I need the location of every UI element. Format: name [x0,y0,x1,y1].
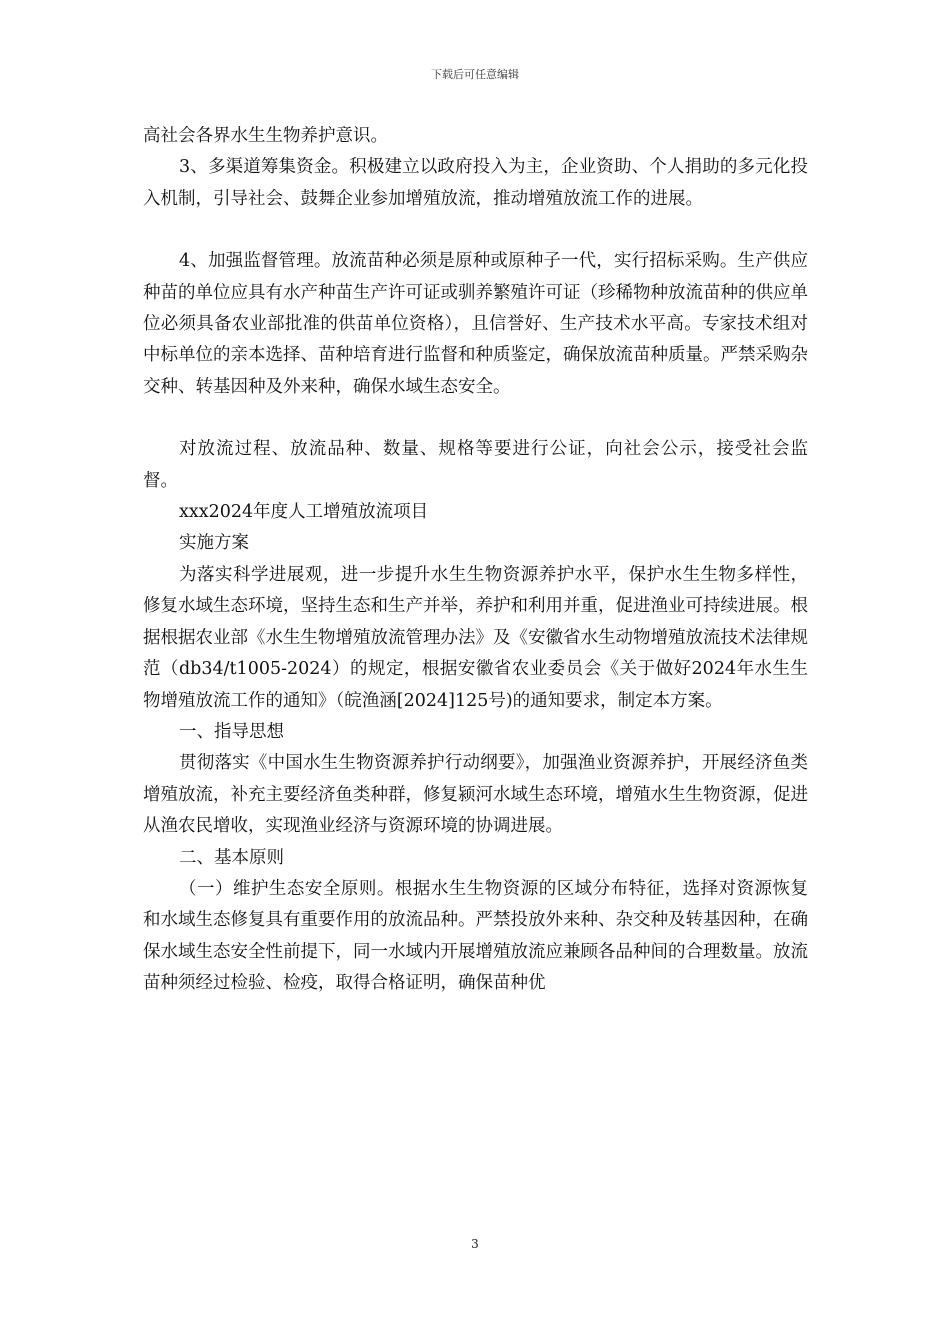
plan-title: 实施方案 [179,533,249,554]
paragraph-notarization: 对放流过程、放流品种、数量、规格等要进行公证，向社会公示，接受社会监督。 [143,439,808,491]
page-number: 3 [471,1237,479,1251]
blank-line [143,215,808,246]
paragraph-supervision: 4、加强监督管理。放流苗种必须是原种或原种子一代，实行招标采购。生产供应种苗的单位应具有水产种苗生产许可证或驯养繁殖许可证（珍稀物种放流苗种的供应单位必须具备农业部批准的供苗单位资格），且信誉好、生产技术水平高。专家技术组对中标单位的亲本选择、苗种培育进行监督和种质鉴定，确保放流苗种质量。严禁采购杂交种、转基因种及外来种，确保水域生态安全。 [143,251,808,397]
paragraph-continuation: 高社会各界水生生物养护意识。 [143,126,388,146]
paragraph-introduction: 为落实科学进展观，进一步提升水生生物资源养护水平，保护水生生物多样性，修复水域生态环境，坚持生态和生产并举，养护和利用并重，促进渔业可持续进展。根据根据农业部《水生生物增殖放流管理办法》及《安徽省水生动物增殖放流技术法律规范（db34/t1005-2024）的规定，根据安徽省农业委员会《关于做好2024年水生生物增殖放流工作的通知》（皖渔涵[2024]125号)的通知要求，制定本方案。 [143,564,808,711]
section-heading-guiding-ideology: 一、指导思想 [179,721,284,742]
page-header: 下载后可任意编辑 [431,68,519,81]
project-title: xxx2024年度人工增殖放流项目 [179,502,429,523]
paragraph-guiding-ideology: 贯彻落实《中国水生生物资源养护行动纲要》，加强渔业资源养护，开展经济鱼类增殖放流，补充主要经济鱼类种群，修复颍河水域生态环境，增殖水生生物资源，促进从渔农民增收，实现渔业经济与资源环境的协调进展。 [143,753,808,837]
section-heading-basic-principles: 二、基本原则 [179,847,284,868]
paragraph-ecological-safety: （一）维护生态安全原则。根据水生生物资源的区域分布特征，选择对资源恢复和水域生态修复具有重要作用的放流品种。严禁投放外来种、杂交种及转基因种，在确保水域生态安全性前提下，同一水域内开展增殖放流应兼顾各品种间的合理数量。放流苗种须经过检验、检疫，取得合格证明，确保苗种优 [143,878,808,994]
paragraph-fundraising: 3、多渠道筹集资金。积极建立以政府投入为主，企业资助、个人捐助的多元化投入机制，引导社会、鼓舞企业参加增殖放流，推动增殖放流工作的进展。 [143,157,808,209]
blank-line [143,403,808,434]
document-body [143,121,808,1000]
